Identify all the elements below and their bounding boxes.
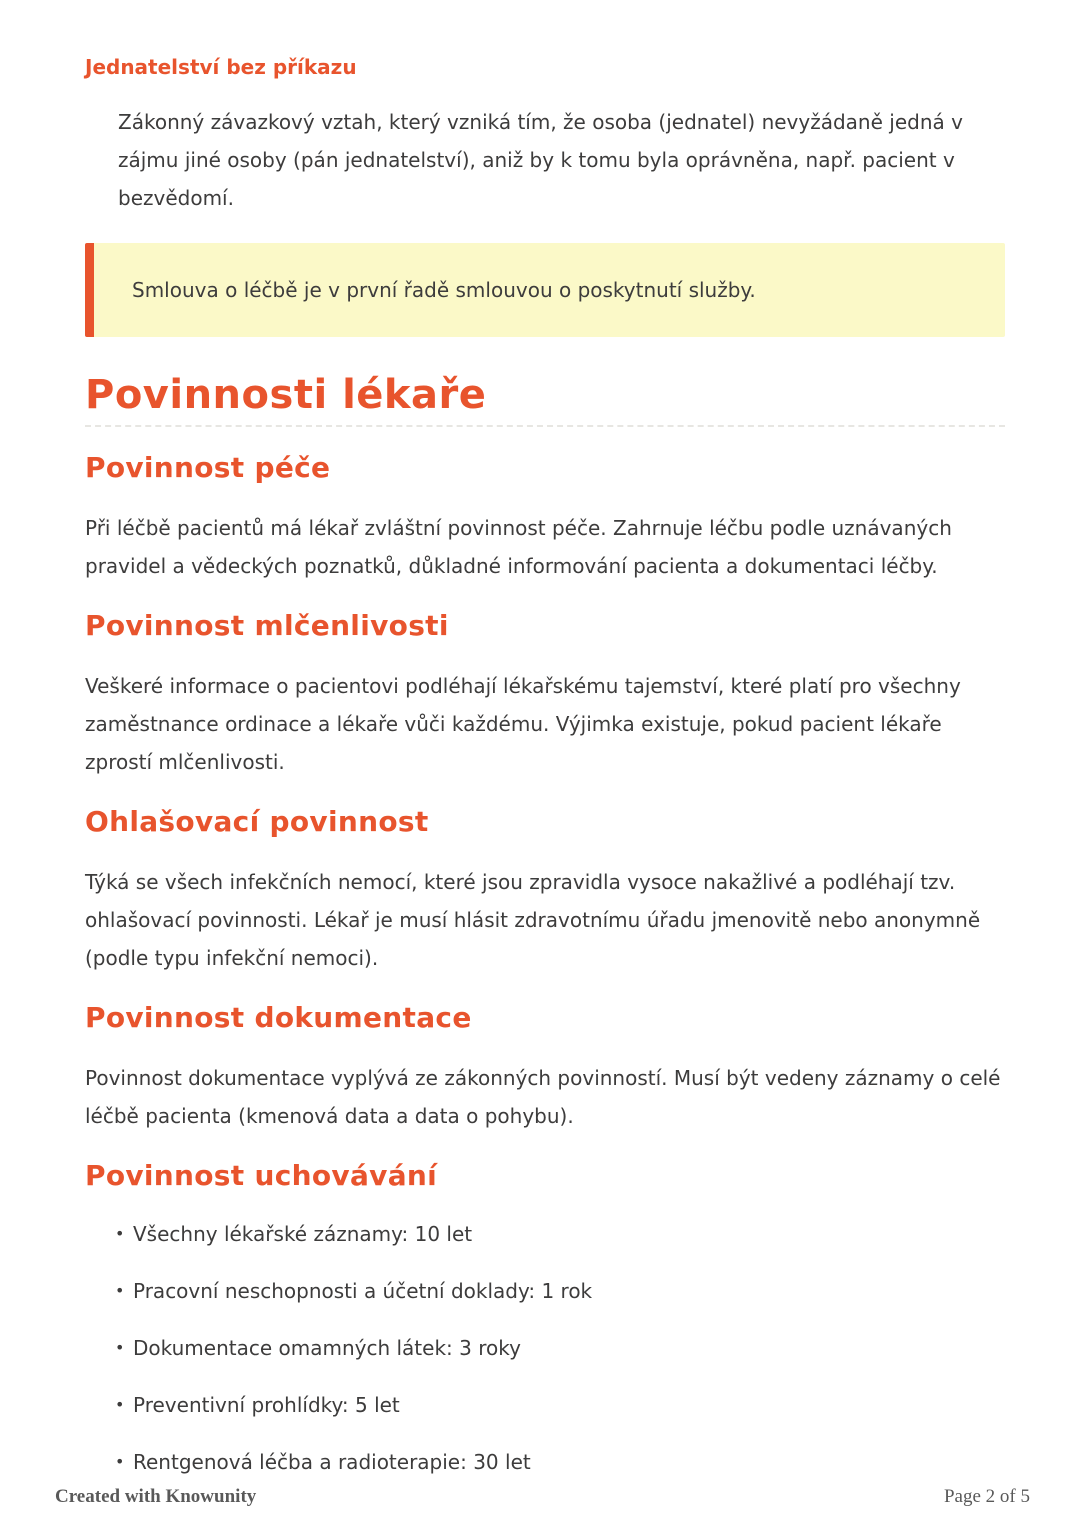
section-heading-povinnost-pece: Povinnost péče: [85, 451, 331, 484]
callout-box: [85, 243, 1005, 337]
section-paragraph: Veškeré informace o pacientovi podléhají lékařskému tajemství, které platí pro všechny zaměstnance ordinace a lékaře vůči každému. Výjimka existuje, pokud pacient lékaře zprostí mlčenlivosti.: [85, 674, 961, 774]
intro-heading: Jednatelství bez příkazu: [85, 55, 357, 79]
page-title: Povinnosti lékaře: [85, 373, 1005, 427]
list-item: • Pracovní neschopnosti a účetní doklady: 1 rok: [115, 1272, 1005, 1310]
section-heading-povinnost-dokumentace: Povinnost dokumentace: [85, 1001, 472, 1034]
list-item: • Rentgenová léčba a radioterapie: 30 let: [115, 1443, 1005, 1481]
retention-list: [85, 1215, 1005, 1481]
section-heading-povinnost-uchovavani: Povinnost uchovávání: [85, 1159, 438, 1192]
footer-credit: Created with Knowunity: [55, 1486, 257, 1507]
section-heading-ohlasovaci-povinnost: Ohlašovací povinnost: [85, 805, 429, 838]
list-item: • Dokumentace omamných látek: 3 roky: [115, 1329, 1005, 1367]
callout-text: Smlouva o léčbě je v první řadě smlouvou o poskytnutí služby.: [132, 278, 756, 302]
page-number: Page 2 of 5: [943, 1486, 1030, 1507]
list-item: • Preventivní prohlídky: 5 let: [115, 1386, 1005, 1424]
page-footer: [0, 1486, 1080, 1516]
section-paragraph: Při léčbě pacientů má lékař zvláštní povinnost péče. Zahrnuje léčbu podle uznávaných pravidel a vědeckých poznatků, důkladné informování pacienta a dokumentaci léčby.: [85, 516, 952, 578]
list-item: • Všechny lékařské záznamy: 10 let: [115, 1215, 1005, 1253]
section-paragraph: Týká se všech infekčních nemocí, které jsou zpravidla vysoce nakažlivé a podléhají tzv. ohlašovací povinnosti. Lékař je musí hlásit zdravotnímu úřadu jmenovitě nebo anonymně (podle typu infekční nemoci).: [85, 870, 981, 970]
section-heading-povinnost-mlcenlivosti: Povinnost mlčenlivosti: [85, 609, 449, 642]
intro-paragraph: Zákonný závazkový vztah, který vzniká tím, že osoba (jednatel) nevyžádaně jedná v zájmu jiné osoby (pán jednatelství), aniž by k tomu byla oprávněna, např. pacient v bezvědomí.: [118, 110, 963, 210]
section-paragraph: Povinnost dokumentace vyplývá ze zákonných povinností. Musí být vedeny záznamy o celé léčbě pacienta (kmenová data a data o pohybu).: [85, 1066, 1001, 1128]
